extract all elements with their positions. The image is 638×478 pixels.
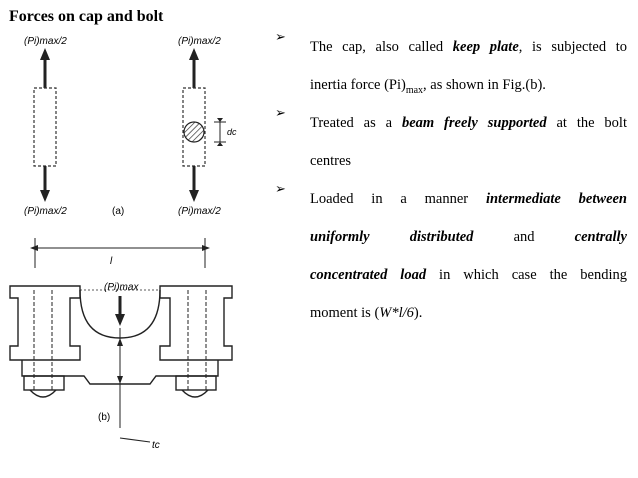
bullet-arrow-icon: ➢	[275, 182, 286, 197]
tc-label: tc	[152, 440, 160, 451]
figure-a-right-element	[183, 48, 226, 202]
pi-max-half-label-bottom-left: (Pi)max/2	[24, 206, 67, 217]
pi-max-half-label-top-left: (Pi)max/2	[24, 36, 67, 47]
bullet-item	[275, 28, 627, 104]
dc-label: dc	[227, 127, 237, 137]
pi-max-label: (Pi)max	[104, 282, 139, 293]
bullet-3-line-2: uniformly distributed and centrally	[310, 229, 627, 245]
bullet-item	[275, 180, 627, 332]
figure-b-label: (b)	[98, 412, 111, 423]
bullet-arrow-icon: ➢	[275, 106, 286, 121]
figure-b-cap	[10, 238, 232, 442]
bullet-2-line-1: Treated as a beam freely supported at the bolt	[310, 115, 627, 131]
bullet-1-line-1: The cap, also called keep plate, is subjected to	[310, 39, 627, 55]
l-label: l	[110, 256, 113, 267]
figure-a-left-element	[34, 48, 56, 202]
slide-title: Forces on cap and bolt	[9, 8, 164, 25]
pi-max-half-label-bottom-right: (Pi)max/2	[178, 206, 221, 217]
bullet-list	[275, 28, 627, 332]
figure-a-label: (a)	[112, 206, 125, 217]
bullet-3-line-4: moment is (W*l/6).	[310, 305, 423, 321]
bullet-3-line-1: Loaded in a manner intermediate between	[310, 191, 628, 207]
bullet-item	[275, 104, 627, 180]
pi-max-half-label-top-right: (Pi)max/2	[178, 36, 221, 47]
bullet-1-line-2: inertia force $(Pi)_{max}$, as shown in Fig.(b).	[310, 77, 546, 96]
bullet-arrow-icon: ➢	[275, 30, 286, 45]
bullet-3-line-3: concentrated load in which case the bending	[310, 267, 628, 283]
bullet-2-line-2: centres	[310, 153, 352, 169]
engineering-figure	[0, 28, 252, 458]
